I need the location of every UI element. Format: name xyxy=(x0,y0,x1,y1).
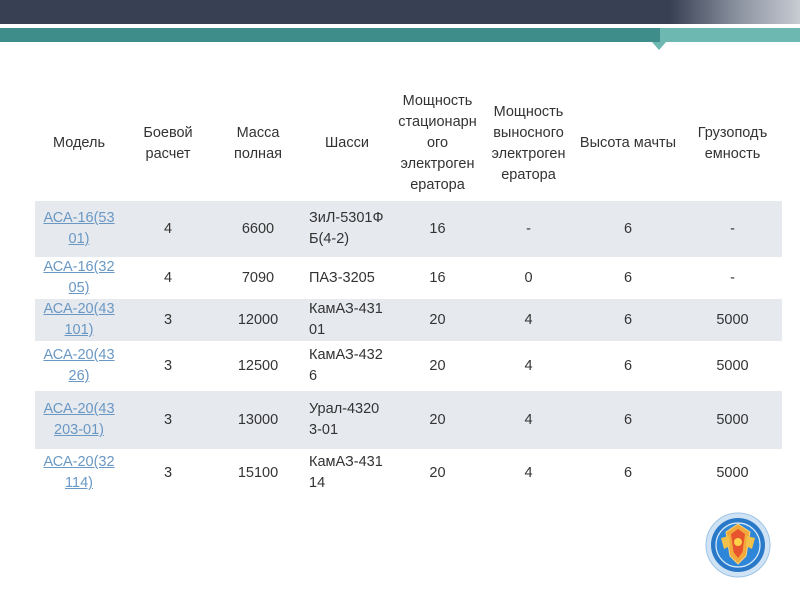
specs-table-container xyxy=(35,86,782,497)
portable-power-cell: 4 xyxy=(524,311,533,328)
table-row xyxy=(35,391,782,449)
portable-power-cell: 4 xyxy=(524,411,533,428)
accent-bar-right xyxy=(660,28,800,42)
header-stationary-power: Мощность стационарн ого электроген ератора xyxy=(398,93,477,193)
chassis-cell: ПАЗ-3205 xyxy=(309,269,375,286)
stationary-power-cell: 16 xyxy=(429,220,446,237)
mast-height-cell: 6 xyxy=(623,220,633,237)
table-row xyxy=(35,449,782,497)
table-row xyxy=(35,341,782,391)
accent-triangle xyxy=(652,42,666,50)
mass-cell: 15100 xyxy=(237,464,279,481)
crew-cell: 3 xyxy=(163,311,173,328)
chassis-cell: КамАЗ-431 01 xyxy=(309,301,383,338)
top-band-gradient xyxy=(670,0,800,24)
capacity-cell: - xyxy=(730,220,735,237)
crew-cell: 3 xyxy=(163,357,173,374)
header-crew: Боевой расчет xyxy=(143,124,193,162)
model-link[interactable]: АСА-20(43 101) xyxy=(43,301,115,338)
chassis-cell: КамАЗ-432 6 xyxy=(309,347,383,384)
stationary-power-cell: 20 xyxy=(429,411,446,428)
crew-cell: 4 xyxy=(163,220,173,237)
chassis-cell: Урал-4320 3-01 xyxy=(309,401,380,438)
mass-cell: 13000 xyxy=(237,411,279,428)
model-cell xyxy=(35,391,123,449)
model-cell xyxy=(35,299,123,341)
table-row xyxy=(35,299,782,341)
model-cell xyxy=(35,449,123,497)
mchs-emblem-icon xyxy=(705,512,771,578)
stationary-power-cell: 20 xyxy=(429,464,446,481)
model-cell xyxy=(35,201,123,257)
capacity-cell: - xyxy=(730,269,735,286)
mast-height-cell: 6 xyxy=(623,464,633,481)
header-mast-height: Высота мачты xyxy=(579,135,677,151)
portable-power-cell: 0 xyxy=(524,269,533,286)
chassis-cell: ЗиЛ-5301Ф Б(4-2) xyxy=(309,210,384,247)
crew-cell: 3 xyxy=(163,464,173,481)
model-link[interactable]: АСА-16(32 05) xyxy=(43,259,115,296)
mast-height-cell: 6 xyxy=(623,411,633,428)
mass-cell: 12000 xyxy=(237,311,279,328)
mast-height-cell: 6 xyxy=(623,311,633,328)
mast-height-cell: 6 xyxy=(623,269,633,286)
capacity-cell: 5000 xyxy=(716,411,749,428)
table-row xyxy=(35,201,782,257)
header-capacity: Грузоподъ емность xyxy=(697,124,768,162)
mast-height-cell: 6 xyxy=(623,357,633,374)
specs-table xyxy=(35,86,782,497)
model-link[interactable]: АСА-20(43 203-01) xyxy=(43,401,115,438)
crew-cell: 3 xyxy=(163,411,173,428)
capacity-cell: 5000 xyxy=(716,311,749,328)
top-band xyxy=(0,0,800,24)
model-cell xyxy=(35,257,123,299)
mass-cell: 12500 xyxy=(237,357,279,374)
portable-power-cell: - xyxy=(526,220,531,237)
model-cell xyxy=(35,341,123,391)
header-model: Модель xyxy=(52,135,106,151)
mass-cell: 7090 xyxy=(241,269,275,286)
header-row xyxy=(35,86,782,201)
table-row xyxy=(35,257,782,299)
capacity-cell: 5000 xyxy=(716,464,749,481)
stationary-power-cell: 16 xyxy=(429,269,446,286)
stationary-power-cell: 20 xyxy=(429,311,446,328)
model-link[interactable]: АСА-20(32 114) xyxy=(43,454,115,491)
table-body xyxy=(35,201,782,497)
stationary-power-cell: 20 xyxy=(429,357,446,374)
header-chassis: Шасси xyxy=(325,135,369,151)
model-link[interactable]: АСА-20(43 26) xyxy=(43,347,115,384)
chassis-cell: КамАЗ-431 14 xyxy=(309,454,383,491)
portable-power-cell: 4 xyxy=(524,357,533,374)
accent-bar xyxy=(0,28,800,42)
header-portable-power: Мощность выносного электроген ератора xyxy=(491,103,566,183)
header-mass: Масса полная xyxy=(234,124,282,162)
model-link[interactable]: АСА-16(53 01) xyxy=(43,210,115,247)
mass-cell: 6600 xyxy=(241,220,275,237)
capacity-cell: 5000 xyxy=(716,357,749,374)
crew-cell: 4 xyxy=(163,269,173,286)
portable-power-cell: 4 xyxy=(524,464,533,481)
